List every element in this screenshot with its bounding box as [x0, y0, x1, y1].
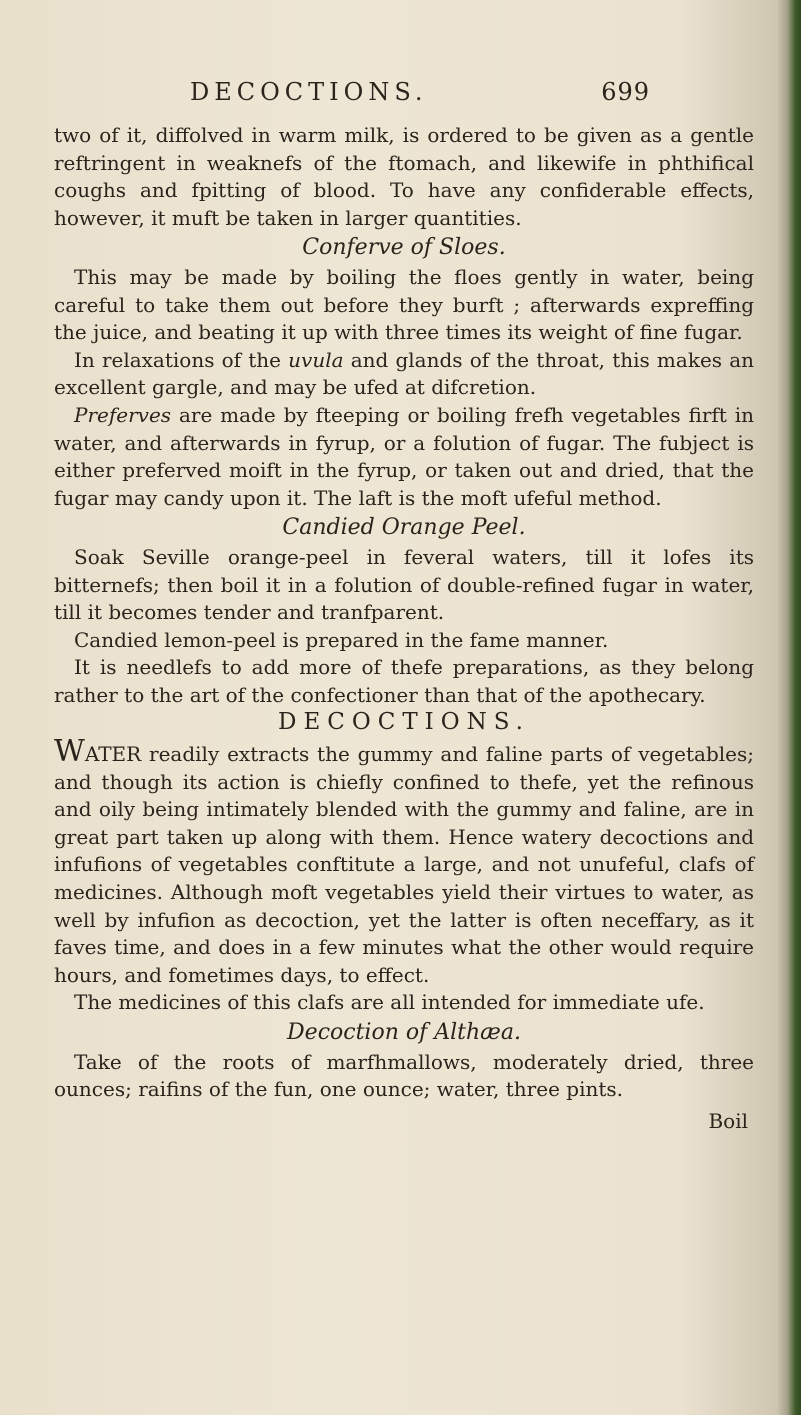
running-header [190, 78, 650, 106]
heading-decoction-of-althaea: Decoction of Althæa. [287, 1020, 521, 1045]
paragraph-water-decoctions: WATER readily extracts the gummy and faline parts of vegetables; and though its action is chiefly confined to thefe, yet the refinous and oily being intimately blended with the gummy and faline, are in great part taken up along with them. Hence watery decoctions and infufions of vegetables conftitute a large, and not unufeful, clafs of medicines. Although moft vegetables yield their virtues to water, as well by infufion as decoction, yet the latter is often neceffary, as it faves time, and does in a few minutes what the other would require hours, and fometimes days, to effect. [54, 734, 754, 987]
paragraph-confectioner: It is needlefs to add more of thefe preparations, as they belong rather to the art of the confectioner than that of the apothecary. [54, 655, 754, 707]
paragraph-sloes-use: In relaxations of the uvula and glands of the throat, this makes an excellent gargle, and may be ufed at difcretion. [54, 347, 755, 400]
page-body [54, 122, 754, 1135]
paragraph-preserves: Preferves are made by fteeping or boiling frefh vegetables firft in water, and afterwards in fyrup, or a folution of fugar. The fubject is either preferved moift in the fyrup, or taken out and dried, that the fugar may candy upon it. The laft is the moft ufeful method. [54, 402, 754, 510]
drop-cap: W [54, 734, 85, 770]
paragraph-lemon-peel: Candied lemon-peel is prepared in the fame manner. [74, 627, 609, 652]
page-number: 699 [601, 78, 650, 106]
paragraph-sloes-method: This may be made by boiling the floes gently in water, being careful to take them out before they burft ; afterwards expreffing the juice, and beating it up with three times its weight of fine fugar. [54, 264, 754, 345]
book-spine-edge [787, 0, 801, 1415]
paragraph-orange-peel: Soak Seville orange-peel in feveral waters, till it lofes its bitternefs; then boil it in a folution of double-refined fugar in water, till it becomes tender and tranfparent. [54, 544, 754, 625]
paragraph-immediate-use: The medicines of this clafs are all intended for immediate ufe. [74, 990, 705, 1015]
heading-candied-orange-peel: Candied Orange Peel. [282, 515, 526, 541]
section-title-decoctions: DECOCTIONS. [278, 709, 530, 736]
paragraph-althaea-recipe: Take of the roots of marfhmallows, moderately dried, three ounces; raifins of the fun, one ounce; water, three pints. [54, 1049, 754, 1102]
catchword: Boil [708, 1108, 748, 1133]
heading-conserve-of-sloes: Conferve of Sloes. [302, 235, 506, 261]
running-title: DECOCTIONS. [190, 78, 428, 106]
paragraph-continued: two of it, diffolved in warm milk, is ordered to be given as a gentle reftringent in weaknefs of the ftomach, and likewife in phthifical coughs and fpitting of blood. To have any confiderable effects, however, it muft be taken in larger quantities. [54, 123, 754, 230]
